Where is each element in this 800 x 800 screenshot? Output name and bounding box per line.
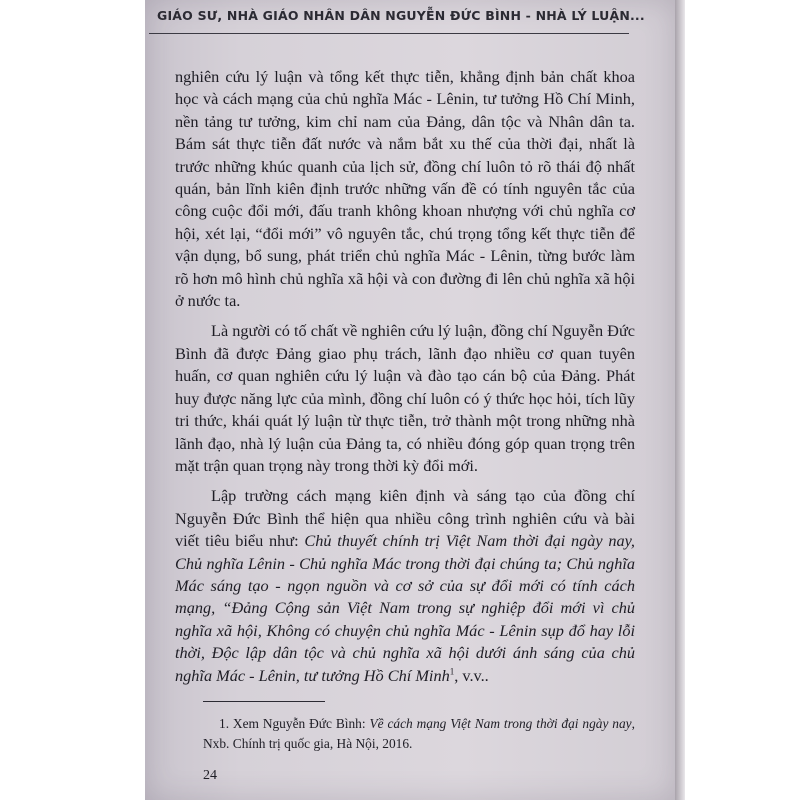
paragraph-1: nghiên cứu lý luận và tổng kết thực tiễn, khẳng định bản chất khoa học và cách mạng của chủ nghĩa Mác - Lênin, tư tưởng Hồ Chí Minh, nền tảng tư tưởng, kim chỉ nam của Đảng, dân tộc và Nhân dân ta. Bám sát thực tiễn đất nước và nắm bắt xu thế của thời đại, nhất là trước những khúc quanh của lịch sử, đồng chí luôn tỏ rõ thái độ nhất quán, bản lĩnh kiên định trước những vấn đề có tính nguyên tắc của công cuộc đổi mới, đấu tranh không khoan nhượng với chủ nghĩa cơ hội, xét lại, “đổi mới” vô nguyên tắc, chú trọng tổng kết thực tiễn để vận dụng, bổ sung, phát triển chủ nghĩa Mác - Lênin, từng bước làm rõ hơn mô hình chủ nghĩa xã hội và con đường đi lên chủ nghĩa xã hội ở nước ta. — [175, 67, 635, 311]
page-edge — [675, 0, 685, 800]
footnote-reference: 1 — [449, 666, 455, 677]
header-rule — [149, 33, 629, 34]
paragraph-3-lead: Lập trường cách mạng kiên định và sáng tạo của đồng chí Nguyễn Đức Bình thể hiện qua nhiều công trình nghiên cứu và bài viết tiêu biểu như: — [175, 486, 635, 551]
body-text — [175, 66, 635, 687]
footnote — [203, 714, 635, 754]
works-titles: Chủ thuyết chính trị Việt Nam thời đại ngày nay, Chủ nghĩa Lênin - Chủ nghĩa Mác trong thời đại chúng ta; Chủ nghĩa Mác sáng tạo - ngọn nguồn và cơ sở của sự đổi mới có tính cách mạng, “Đảng Cộng sản Việt Nam trong sự nghiệp đổi mới vì chủ nghĩa xã hội, Không có chuyện chủ nghĩa Mác - Lênin sụp đổ hay lỗi thời, Độc lập dân tộc và chủ nghĩa xã hội dưới ánh sáng của chủ nghĩa Mác - Lênin, tư tưởng Hồ Chí Minh — [175, 531, 635, 685]
footnote-lead: 1. Xem Nguyễn Đức Bình: — [219, 716, 370, 731]
running-header: GIÁO SƯ, NHÀ GIÁO NHÂN DÂN NGUYỄN ĐỨC BÌNH - NHÀ LÝ LUẬN... — [157, 8, 645, 23]
page-number: 24 — [203, 768, 217, 783]
paragraph-2: Là người có tố chất về nghiên cứu lý luận, đồng chí Nguyễn Đức Bình đã được Đảng giao phụ trách, lãnh đạo nhiều cơ quan tuyên huấn, cơ quan nghiên cứu lý luận và đào tạo cán bộ của Đảng. Phát huy được năng lực của mình, đồng chí luôn có ý thức học hỏi, tích lũy tri thức, khái quát lý luận từ thực tiễn, trở thành một trong những nhà lãnh đạo, nhà lý luận của Đảng ta, có nhiều đóng góp quan trọng trên mặt trận quan trọng này trong thời kỳ đổi mới. — [175, 321, 635, 475]
paragraph-3-tail: , v.v.. — [454, 665, 489, 685]
paragraph-3 — [175, 485, 635, 687]
footnote-title: Về cách mạng Việt Nam trong thời đại ngày nay — [369, 716, 632, 731]
book-page — [145, 0, 675, 800]
footnote-tail: , Nxb. Chính trị quốc gia, Hà Nội, 2016. — [203, 716, 635, 751]
footnote-rule — [203, 701, 325, 702]
